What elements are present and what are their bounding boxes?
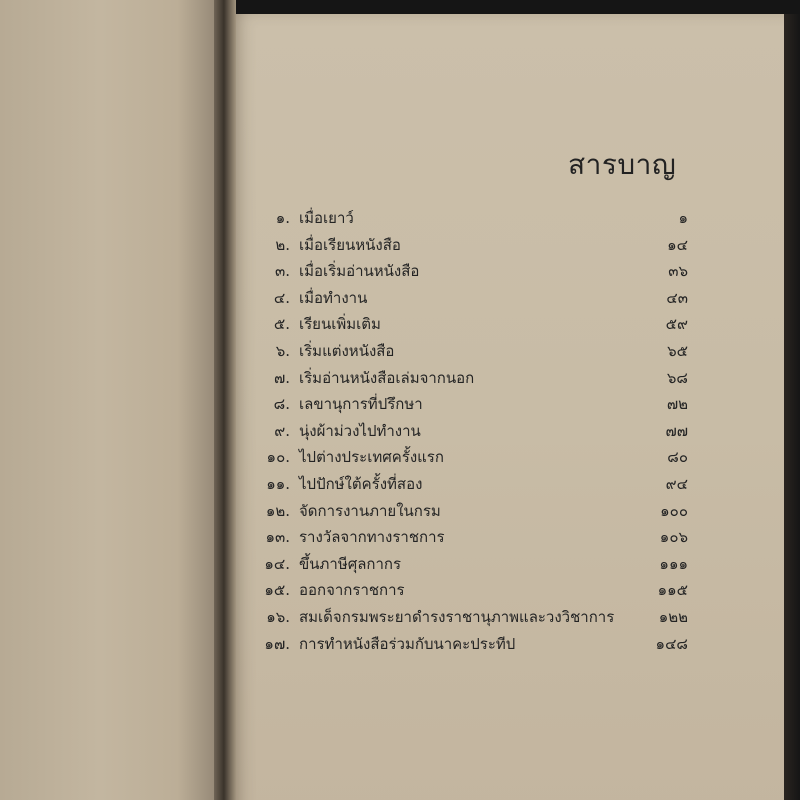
toc-entry-page: ๖๕ [667,342,688,360]
toc-entry-title: จัดการงานภายในกรม [299,502,441,520]
toc-entry-title: เลขานุการที่ปรึกษา [299,395,423,413]
toc-entry-number: ๗. [273,369,290,387]
toc-entry-title: เมื่อทำงาน [299,289,368,307]
toc-entry-page: ๑๑๑ [659,555,688,573]
toc-entry [0,339,800,363]
toc-entry [0,605,800,629]
toc-entry-number: ๖. [275,342,290,360]
toc-entry-number: ๒. [275,236,290,254]
toc-entry-title: การทำหนังสือร่วมกับนาคะประทีป [299,635,516,653]
toc-entry-number: ๑๗. [264,635,290,653]
toc-entry-page: ๑๐๖ [659,528,688,546]
toc-entry-page: ๑ [678,209,688,227]
toc-entry-page: ๑๒๒ [658,608,688,626]
toc-entry [0,525,800,549]
toc-entry-number: ๓. [274,262,290,280]
toc-entry [0,233,800,257]
toc-entry-page: ๖๘ [666,369,688,387]
toc-entry-title: ไปต่างประเทศครั้งแรก [299,448,444,466]
toc-entry [0,392,800,416]
toc-entry [0,366,800,390]
toc-entry-number: ๑๖. [266,608,290,626]
toc-entry-title: ไปปักษ์ใต้ครั้งที่สอง [299,475,423,493]
toc-entry-number: ๑๓. [265,528,290,546]
toc-entry-page: ๘๐ [667,448,688,466]
toc-entry [0,312,800,336]
toc-entry [0,286,800,310]
toc-entry [0,206,800,230]
toc-entry-page: ๑๔๘ [655,635,688,653]
toc-entry [0,259,800,283]
toc-entry-title: รางวัลจากทางราชการ [299,528,445,546]
toc-entry-title: ออกจากราชการ [299,581,405,599]
toc-entry-page: ๔๓ [666,289,688,307]
toc-entry-number: ๙. [274,422,290,440]
toc-entry-number: ๘. [273,395,290,413]
toc-entry [0,632,800,656]
toc-entry-page: ๓๖ [668,262,688,280]
toc-entry-page: ๗๒ [666,395,688,413]
toc-entry-page: ๑๐๐ [660,502,688,520]
toc-entry [0,499,800,523]
toc-entry-number: ๔. [273,289,290,307]
toc-entry-title: เมื่อเริ่มอ่านหนังสือ [299,262,420,280]
toc-entry [0,419,800,443]
toc-entry-page: ๗๗ [665,422,688,440]
toc-entry-page: ๕๙ [665,315,688,333]
toc-entry-title: นุ่งผ้าม่วงไปทำงาน [299,422,421,440]
toc-entry-title: เมื่อเยาว์ [299,209,354,227]
toc-entry-title: สมเด็จกรมพระยาดำรงราชานุภาพและวงวิชาการ [299,608,615,626]
toc-entry-title: เมื่อเรียนหนังสือ [299,236,401,254]
toc-entry-title: เริ่มอ่านหนังสือเล่มจากนอก [299,369,475,387]
toc-entry-page: ๙๔ [665,475,688,493]
toc-entry [0,578,800,602]
toc-entry-number: ๑๑. [266,475,290,493]
toc-title: สารบาญ [568,148,677,181]
toc-entry [0,445,800,469]
toc-entry-title: เริ่มแต่งหนังสือ [299,342,395,360]
toc-entry-title: ขึ้นภาษีศุลกากร [299,555,402,573]
toc-entry-page: ๑๑๕ [657,581,688,599]
toc-entry-title: เรียนเพิ่มเติม [299,315,381,333]
toc-entry-number: ๑๒. [265,502,290,520]
toc-entry-number: ๕. [273,315,290,333]
toc-entry [0,472,800,496]
toc-entry-number: ๑๕. [264,581,290,599]
toc-entry-number: ๑๔. [264,555,290,573]
toc-entry-number: ๑๐. [266,448,290,466]
toc-entry [0,552,800,576]
toc-entry-number: ๑. [275,209,290,227]
toc-entry-page: ๑๔ [667,236,688,254]
